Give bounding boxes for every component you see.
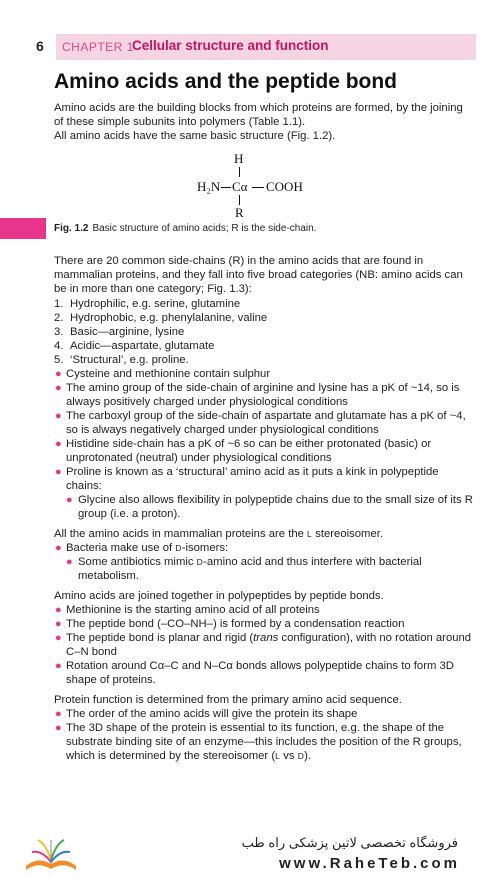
bullet-icon: ●	[66, 494, 73, 506]
chapter-tab-marker	[0, 218, 46, 239]
chapter-title: Cellular structure and function	[132, 38, 329, 53]
list-item: ● Proline is known as a ‘structural’ amino acid as it puts a kink in polypeptide chains:	[55, 466, 439, 492]
page-number: 6	[36, 38, 44, 54]
bullet-icon: ●	[55, 660, 62, 672]
list-item: ● The order of the amino acids will give the protein its shape	[55, 708, 358, 720]
figure-caption-text: Basic structure of amino acids; R is the side-chain.	[92, 223, 317, 234]
shop-name: فروشگاه تخصصی لاتین پزشکی راه طب	[241, 835, 458, 850]
bullet-icon: ●	[66, 556, 73, 568]
sub-bullets	[54, 493, 474, 521]
bullet-icon: ●	[55, 466, 62, 478]
figure-caption	[54, 223, 474, 234]
antibiotic-sub-bullets	[54, 555, 474, 583]
structure-amine: H₂N	[197, 179, 221, 194]
list-item: 2. Hydrophobic, e.g. phenylalanine, valine	[54, 312, 268, 324]
list-item: 3. Basic—arginine, lysine	[54, 326, 185, 338]
structure-alpha-carbon: Cα	[232, 179, 248, 194]
bullet-icon: ●	[55, 632, 62, 644]
side-chain-bullets	[54, 367, 474, 493]
bullet-icon: ●	[55, 410, 62, 422]
list-item: ● Bacteria make use of D-isomers:	[55, 542, 229, 554]
chapter-label: CHAPTER 1	[62, 40, 134, 54]
intro-paragraph-2: All amino acids have the same basic structure (Fig. 1.2).	[54, 130, 336, 142]
structure-r-group: R	[235, 205, 244, 220]
amino-acid-structure-figure	[54, 149, 474, 221]
structure-h-top: H	[234, 151, 244, 166]
shop-url: www.RaheTeb.com	[279, 855, 460, 872]
bullet-icon: ●	[55, 708, 62, 720]
function-paragraph: Protein function is determined from the primary amino acid sequence.	[54, 694, 402, 706]
list-item: ● The peptide bond (–CO–NH–) is formed by a condensation reaction	[55, 618, 405, 630]
list-item: ● The carboxyl group of the side-chain of aspartate and glutamate has a pK of ~4, so is always negatively charged under physiological conditions	[55, 410, 466, 436]
bond-top	[239, 167, 240, 177]
intro-paragraph: Amino acids are the building blocks from which proteins are formed, by the joining of these simple subunits into polymers (Table 1.1).	[54, 102, 463, 128]
bullet-icon: ●	[55, 722, 62, 734]
list-item: ● Cysteine and methionine contain sulphur	[55, 368, 271, 380]
peptide-bullets	[54, 603, 474, 687]
bullet-icon: ●	[55, 382, 62, 394]
figure-label: Fig. 1.2	[54, 223, 89, 234]
stereoisomer-paragraph: All the amino acids in mammalian proteins are the L stereoisomer.	[54, 528, 384, 540]
list-item: ● The 3D shape of the protein is essential to its function, e.g. the shape of the substrate binding site of an enzyme—this includes the position of the R groups, which is determined by the stereoisomer (L vs D).	[55, 722, 462, 762]
bullet-icon: ●	[55, 604, 62, 616]
bond-bottom	[239, 195, 240, 205]
list-item: 1. Hydrophilic, e.g. serine, glutamine	[54, 298, 241, 310]
list-item: ● Some antibiotics mimic D-amino acid and thus interfere with bacterial metabolism.	[66, 556, 422, 582]
function-bullets	[54, 707, 474, 763]
bullet-icon: ●	[55, 542, 62, 554]
side-chains-paragraph: There are 20 common side-chains (R) in the amino acids that are found in mammalian proteins, and they fall into five broad categories (NB: amino acids can be in more than one category; Fig. 1.3):	[54, 255, 463, 295]
book-logo-icon	[18, 830, 84, 874]
list-item: ● The peptide bond is planar and rigid (trans configuration), with no rotation around C–N bond	[55, 632, 472, 658]
bullet-icon: ●	[55, 368, 62, 380]
list-item: ● Rotation around Cα–C and N–Cα bonds allows polypeptide chains to form 3D shape of proteins.	[55, 660, 454, 686]
bond-right	[252, 187, 264, 188]
list-item: ● The amino group of the side-chain of arginine and lysine has a pK of ~14, so is always positively charged under physiological conditions	[55, 382, 460, 408]
category-list	[54, 297, 474, 367]
bacteria-bullets	[54, 541, 474, 555]
list-item: ● Methionine is the starting amino acid of all proteins	[55, 604, 320, 616]
page-content	[54, 69, 474, 763]
bond-left	[221, 187, 231, 188]
list-item: 5. ‘Structural’, e.g. proline.	[54, 354, 189, 366]
bullet-icon: ●	[55, 618, 62, 630]
list-item: 4. Acidic—aspartate, glutamate	[54, 340, 215, 352]
list-item: ● Glycine also allows flexibility in polypeptide chains due to the small size of its R group (i.e. a proton).	[66, 494, 473, 520]
structure-carboxyl: COOH	[266, 179, 303, 194]
bullet-icon: ●	[55, 438, 62, 450]
section-title: Amino acids and the peptide bond	[54, 70, 398, 93]
peptide-paragraph: Amino acids are joined together in polypeptides by peptide bonds.	[54, 590, 384, 602]
list-item: ● Histidine side-chain has a pK of ~6 so can be either protonated (basic) or unprotonated (neutral) under physiological conditions	[55, 438, 432, 464]
